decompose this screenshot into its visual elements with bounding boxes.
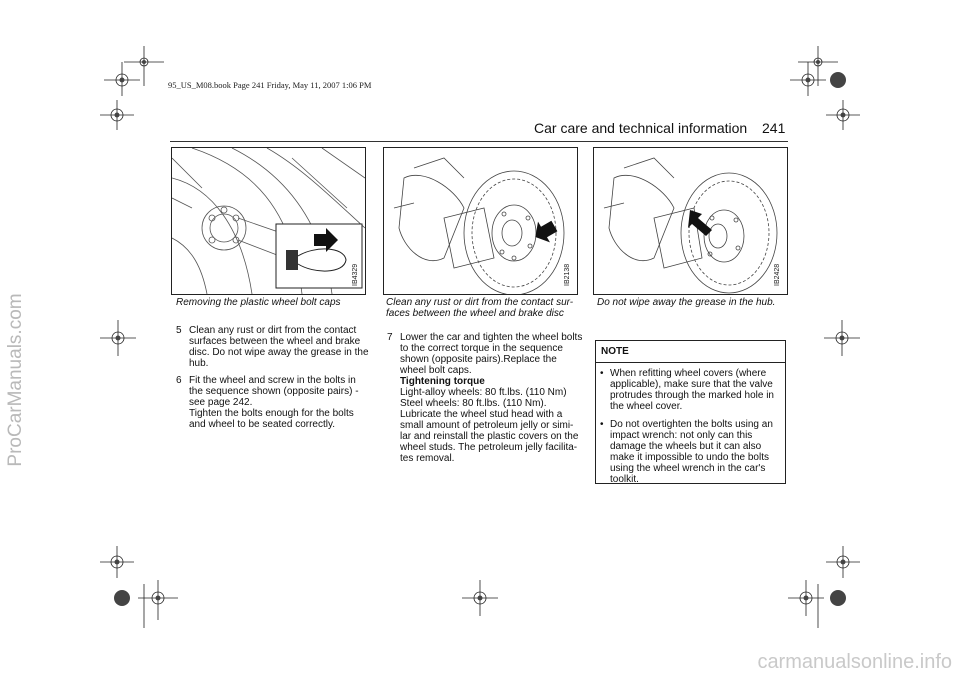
note-heading: NOTE [596, 341, 785, 363]
step-7 [387, 332, 583, 464]
book-info: 95_US_M08.book Page 241 Friday, May 11, 2007 1:06 PM [168, 80, 372, 90]
figure-code: IB4329 [352, 263, 359, 286]
step-text: Fit the wheel and screw in the bolts in the sequence shown (opposite pairs) - see page 242. [189, 375, 359, 408]
page-title: Car care and technical information [534, 120, 748, 136]
header-rule [170, 141, 788, 142]
torque-alloy: Light-alloy wheels: 80 ft.lbs. (110 Nm) [400, 387, 567, 398]
figure-code: IB2138 [564, 263, 571, 286]
note-item [600, 419, 779, 485]
lubricate-text: Lubricate the wheel stud head with a small amount of petroleum jelly or simi-lar and reinstall the plastic covers on the wheel studs. The petroleum jelly facilita-tes removal. [400, 409, 579, 464]
note-item [600, 368, 779, 412]
figure-brake-disc-contact [383, 147, 578, 295]
steps-column-2 [387, 332, 583, 470]
step-number: 6 [176, 375, 182, 386]
note-box [595, 340, 786, 484]
hub-illustration [594, 148, 787, 294]
side-watermark-text: ProCarManuals.com [5, 293, 26, 467]
figure-code: IB2428 [774, 263, 781, 286]
brake-disc-illustration [384, 148, 577, 294]
steps-column-1 [176, 325, 372, 436]
wheel-illustration [172, 148, 365, 294]
bullet-icon: • [600, 419, 604, 430]
step-number: 7 [387, 332, 393, 343]
step-text: Clean any rust or dirt from the contact surfaces between the wheel and brake disc. Do not wipe away the grease in the hub. [189, 325, 369, 369]
figure-caption: Clean any rust or dirt from the contact sur-faces between the wheel and brake disc [386, 297, 574, 319]
bullet-icon: • [600, 368, 604, 379]
torque-steel: Steel wheels: 80 ft.lbs. (110 Nm). [400, 398, 547, 409]
note-item-text: Do not overtighten the bolts using an impact wrench: not only can this damage the wheels but it can also make it impossible to undo the bolts using the wheel wrench in the car's toolkit. [610, 419, 773, 485]
side-watermark [2, 250, 30, 510]
step-text: Lower the car and tighten the wheel bolts to the correct torque in the sequence shown (opposite pairs).Replace the wheel bolt caps. [400, 332, 583, 376]
step-number: 5 [176, 325, 182, 336]
torque-heading: Tightening torque [400, 376, 485, 387]
figure-caption: Do not wipe away the grease in the hub. [597, 297, 776, 308]
note-list [596, 368, 785, 485]
footer-watermark: carmanualsonline.info [757, 651, 952, 673]
figure-hub-grease [593, 147, 788, 295]
note-item-text: When refitting wheel covers (where applicable), make sure that the valve protrudes through the marked hole in the wheel cover. [610, 368, 774, 412]
step-5 [176, 325, 372, 369]
page-number: 241 [762, 120, 786, 136]
figure-wheel-bolt-caps [171, 147, 366, 295]
arrow-icon [688, 210, 712, 236]
figure-caption: Removing the plastic wheel bolt caps [176, 297, 341, 308]
step-6 [176, 375, 372, 430]
step-text-secondary: Tighten the bolts enough for the bolts and wheel to be seated correctly. [189, 408, 354, 430]
